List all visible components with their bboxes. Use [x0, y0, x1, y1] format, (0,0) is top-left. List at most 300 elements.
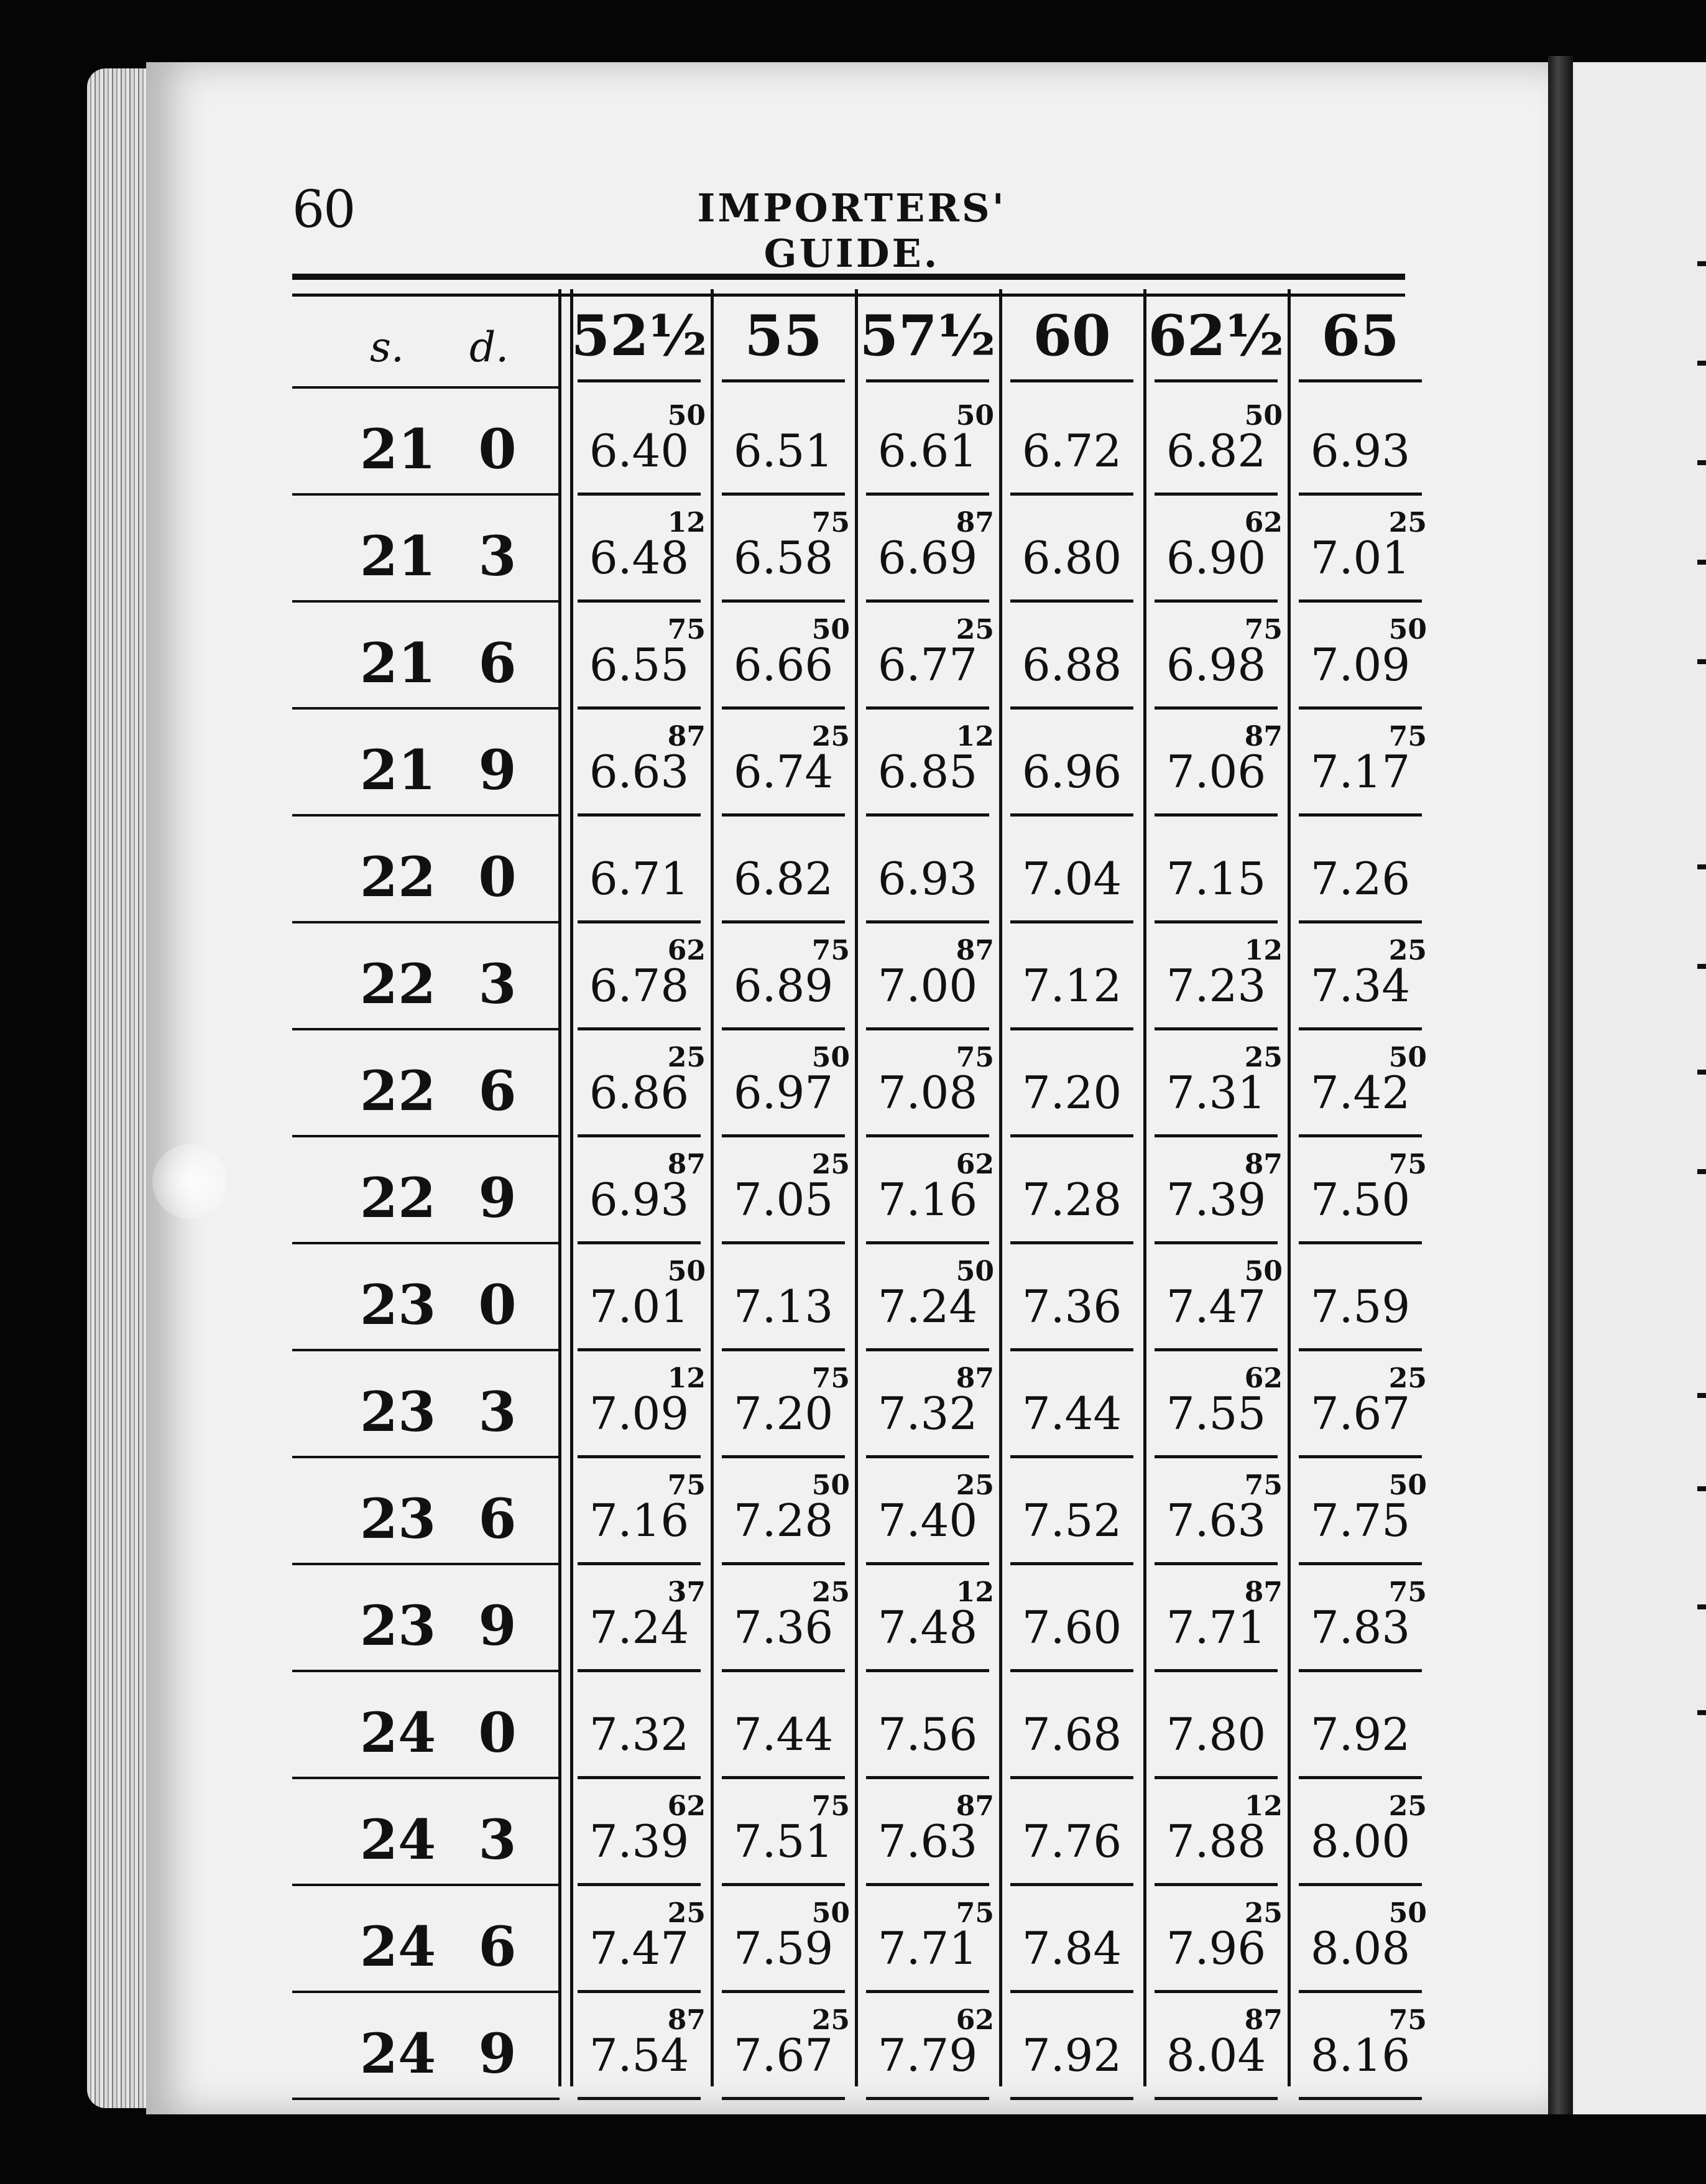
value-cell [1002, 1244, 1142, 1351]
value-cell [569, 603, 709, 710]
fraction-superscript: 25 [667, 1897, 706, 1929]
fraction-superscript: 87 [1244, 721, 1283, 752]
table-row [292, 603, 1427, 710]
fraction-superscript: 75 [1388, 1149, 1427, 1180]
dollar-value: 7.17 [1310, 746, 1411, 798]
pence-cell: 6 [478, 1486, 517, 1551]
dollar-value: 7.13 [733, 1280, 834, 1333]
dollar-value: 7.96 [1166, 1922, 1266, 1974]
dollar-value: 6.97 [733, 1067, 834, 1119]
value-cell [1290, 1886, 1431, 1993]
fraction-superscript: 75 [1388, 721, 1427, 752]
fraction-superscript: 87 [956, 1790, 994, 1822]
fraction-superscript: 37 [667, 1576, 706, 1608]
table-row [292, 496, 1427, 603]
fraction-superscript: 62 [667, 935, 706, 966]
value-cell [1002, 1779, 1142, 1886]
dollar-value: 6.96 [1021, 746, 1122, 798]
fraction-superscript: 50 [811, 614, 850, 645]
dollar-value: 7.63 [877, 1815, 978, 1867]
value-cell [713, 1779, 854, 1886]
dollar-value: 6.77 [877, 639, 978, 691]
pence-cell: 6 [478, 1914, 517, 1979]
value-cell [569, 1351, 709, 1458]
fraction-superscript: 25 [811, 721, 850, 752]
fraction-superscript: 50 [811, 1469, 850, 1501]
fraction-superscript: 12 [1244, 1790, 1283, 1822]
dollar-value: 7.44 [733, 1708, 834, 1761]
fraction-superscript: 50 [1388, 1469, 1427, 1501]
value-cell [713, 389, 854, 496]
value-cell [1146, 1244, 1286, 1351]
dollar-value: 7.55 [1166, 1387, 1266, 1440]
fraction-superscript: 50 [1388, 1042, 1427, 1073]
dollar-value: 7.83 [1310, 1601, 1411, 1654]
value-cell [569, 1993, 709, 2100]
fraction-superscript: 25 [811, 1576, 850, 1608]
dollar-value: 6.82 [1166, 425, 1266, 477]
cell-underline [1010, 2097, 1133, 2100]
dollar-value: 7.67 [1310, 1387, 1411, 1440]
cell-underline [1155, 2097, 1278, 2100]
value-cell [713, 1351, 854, 1458]
fraction-superscript: 25 [811, 2004, 850, 2036]
value-cell [569, 1565, 709, 1672]
dollar-value: 6.78 [589, 960, 689, 1012]
dollar-value: 7.09 [589, 1387, 689, 1440]
dollar-value: 7.01 [589, 1280, 689, 1333]
dollar-value: 7.12 [1021, 960, 1122, 1012]
shillings-cell: 24 [359, 1700, 436, 1765]
dollar-value: 7.54 [589, 2029, 689, 2081]
dollar-value: 7.60 [1021, 1601, 1122, 1654]
table-row [292, 1137, 1427, 1244]
value-cell [1002, 710, 1142, 817]
value-cell [857, 603, 998, 710]
dollar-value: 6.82 [733, 853, 834, 905]
dollar-value: 6.85 [877, 746, 978, 798]
table-row [292, 1993, 1427, 2100]
fraction-superscript: 87 [956, 935, 994, 966]
dollar-value: 7.71 [1166, 1601, 1266, 1654]
value-cell [713, 1030, 854, 1137]
dollar-value: 7.26 [1310, 853, 1411, 905]
dollar-value: 6.58 [733, 532, 834, 584]
value-cell [713, 1137, 854, 1244]
value-cell [569, 710, 709, 817]
value-cell [569, 1886, 709, 1993]
page-number: 60 [292, 180, 355, 239]
dollar-value: 7.79 [877, 2029, 978, 2081]
dollar-value: 7.68 [1021, 1708, 1122, 1761]
value-cell [1290, 1779, 1431, 1886]
dollar-value: 7.32 [589, 1708, 689, 1761]
dollar-value: 7.56 [877, 1708, 978, 1761]
value-cell [569, 389, 709, 496]
value-cell [857, 710, 998, 817]
dollar-value: 6.48 [589, 532, 689, 584]
fraction-superscript: 50 [1244, 1256, 1283, 1287]
dollar-value: 7.05 [733, 1173, 834, 1226]
dollar-value: 6.93 [589, 1173, 689, 1226]
value-cell [569, 1030, 709, 1137]
table-row [292, 1351, 1427, 1458]
shillings-cell: 22 [359, 844, 436, 909]
fraction-superscript: 75 [1244, 1469, 1283, 1501]
column-header-underline [1010, 379, 1133, 382]
value-cell [857, 1137, 998, 1244]
cell-underline [866, 2097, 989, 2100]
pence-cell: 0 [478, 417, 517, 481]
dollar-value: 8.16 [1310, 2029, 1411, 2081]
value-cell [1146, 1565, 1286, 1672]
fraction-superscript: 12 [667, 507, 706, 539]
fraction-superscript: 75 [811, 935, 850, 966]
fraction-superscript: 12 [956, 721, 994, 752]
fraction-superscript: 25 [1388, 1790, 1427, 1822]
value-cell [569, 1137, 709, 1244]
value-cell [569, 1672, 709, 1779]
fraction-superscript: 50 [956, 1256, 994, 1287]
dollar-value: 6.90 [1166, 532, 1266, 584]
value-cell [713, 923, 854, 1030]
dollar-value: 7.47 [1166, 1280, 1266, 1333]
dollar-value: 7.47 [589, 1922, 689, 1974]
value-cell [1290, 1993, 1431, 2100]
value-cell [1002, 1137, 1142, 1244]
dollar-value: 7.28 [733, 1494, 834, 1547]
table-row [292, 923, 1427, 1030]
dollar-value: 7.23 [1166, 960, 1266, 1012]
value-cell [857, 1351, 998, 1458]
value-cell [857, 1565, 998, 1672]
column-header: 60 [1002, 289, 1142, 389]
dollar-value: 7.36 [1021, 1280, 1122, 1333]
fraction-superscript: 25 [956, 1469, 994, 1501]
dollar-value: 7.44 [1021, 1387, 1122, 1440]
value-cell [1290, 1351, 1431, 1458]
dollar-value: 7.75 [1310, 1494, 1411, 1547]
header-shillings: s. [370, 323, 404, 371]
pence-cell: 3 [478, 1807, 517, 1872]
dollar-value: 8.00 [1310, 1815, 1411, 1867]
shillings-cell: 24 [359, 2021, 436, 2086]
value-cell [713, 710, 854, 817]
light-glare [152, 1144, 227, 1219]
fraction-superscript: 50 [811, 1042, 850, 1073]
dollar-value: 7.34 [1310, 960, 1411, 1012]
column-header: 55 [713, 289, 854, 389]
fraction-superscript: 75 [811, 1363, 850, 1394]
fraction-superscript: 50 [811, 1897, 850, 1929]
dollar-value: 6.61 [877, 425, 978, 477]
fraction-superscript: 62 [956, 2004, 994, 2036]
cell-underline [722, 2097, 845, 2100]
shillings-cell: 22 [359, 1058, 436, 1123]
fraction-superscript: 50 [1244, 400, 1283, 432]
value-cell [857, 1993, 998, 2100]
value-cell [857, 1779, 998, 1886]
dollar-value: 7.20 [733, 1387, 834, 1440]
dollar-value: 7.40 [877, 1494, 978, 1547]
dollar-value: 7.71 [877, 1922, 978, 1974]
value-cell [1002, 1886, 1142, 1993]
fraction-superscript: 62 [956, 1149, 994, 1180]
table-row [292, 1886, 1427, 1993]
value-cell [857, 817, 998, 923]
column-header: 57½ [857, 289, 998, 389]
value-cell [1002, 1993, 1142, 2100]
fraction-superscript: 12 [956, 1576, 994, 1608]
dollar-value: 7.51 [733, 1815, 834, 1867]
value-cell [569, 496, 709, 603]
value-cell [1290, 603, 1431, 710]
dollar-value: 7.63 [1166, 1494, 1266, 1547]
value-cell [1146, 496, 1286, 603]
dollar-value: 6.63 [589, 746, 689, 798]
value-cell [1002, 923, 1142, 1030]
column-header-underline [578, 379, 701, 382]
pence-cell: 3 [478, 951, 517, 1016]
value-cell [1146, 817, 1286, 923]
dollar-value: 7.80 [1166, 1708, 1266, 1761]
dollar-value: 7.20 [1021, 1067, 1122, 1119]
pence-cell: 9 [478, 738, 517, 802]
dollar-value: 7.16 [589, 1494, 689, 1547]
header-pence: d. [469, 323, 509, 371]
fraction-superscript: 87 [1244, 2004, 1283, 2036]
fraction-superscript: 87 [667, 1149, 706, 1180]
dollar-value: 6.74 [733, 746, 834, 798]
fraction-superscript: 87 [667, 2004, 706, 2036]
value-cell [713, 1244, 854, 1351]
fraction-superscript: 75 [956, 1042, 994, 1073]
value-cell [857, 1030, 998, 1137]
table-row [292, 1458, 1427, 1565]
column-header-underline [1299, 379, 1422, 382]
dollar-value: 7.48 [877, 1601, 978, 1654]
fraction-superscript: 87 [1244, 1576, 1283, 1608]
table-row [292, 389, 1411, 496]
fraction-superscript: 25 [1388, 507, 1427, 539]
value-cell [1002, 1030, 1142, 1137]
fraction-superscript: 75 [956, 1897, 994, 1929]
pence-cell: 9 [478, 1165, 517, 1230]
fraction-superscript: 25 [1244, 1897, 1283, 1929]
column-header-underline [722, 379, 845, 382]
value-cell [713, 1993, 854, 2100]
fraction-superscript: 50 [667, 400, 706, 432]
dollar-value: 7.08 [877, 1067, 978, 1119]
value-cell [1002, 389, 1142, 496]
fraction-superscript: 75 [811, 507, 850, 539]
value-cell [1290, 817, 1431, 923]
shillings-cell: 21 [359, 417, 436, 481]
value-cell [569, 1779, 709, 1886]
fraction-superscript: 87 [667, 721, 706, 752]
value-cell [857, 1672, 998, 1779]
shillings-cell: 24 [359, 1914, 436, 1979]
value-cell [1146, 1030, 1286, 1137]
value-cell [713, 496, 854, 603]
cell-underline [1299, 2097, 1422, 2100]
dollar-value: 7.67 [733, 2029, 834, 2081]
dollar-value: 7.76 [1021, 1815, 1122, 1867]
dollar-value: 6.71 [589, 853, 689, 905]
dollar-value: 7.28 [1021, 1173, 1122, 1226]
fraction-superscript: 75 [1244, 614, 1283, 645]
table-row [292, 1030, 1427, 1137]
dollar-value: 8.08 [1310, 1922, 1411, 1974]
value-cell [1146, 923, 1286, 1030]
column-header: 52½ [569, 289, 709, 389]
dollar-value: 7.59 [733, 1922, 834, 1974]
value-cell [1002, 1351, 1142, 1458]
value-cell [1146, 710, 1286, 817]
book-gutter [1548, 56, 1573, 2114]
running-head: IMPORTERS' GUIDE. [697, 185, 1007, 276]
conversion-table [292, 289, 1427, 2093]
value-cell [857, 1458, 998, 1565]
dollar-value: 7.50 [1310, 1173, 1411, 1226]
dollar-value: 6.98 [1166, 639, 1266, 691]
facing-page-edge [1573, 62, 1706, 2114]
fraction-superscript: 12 [667, 1363, 706, 1394]
fraction-superscript: 25 [1388, 935, 1427, 966]
dollar-value: 7.15 [1166, 853, 1266, 905]
fraction-superscript: 25 [956, 614, 994, 645]
column-header: 62½ [1146, 289, 1286, 389]
value-cell [1002, 603, 1142, 710]
value-cell [1002, 1672, 1142, 1779]
fraction-superscript: 87 [956, 507, 994, 539]
dollar-value: 6.80 [1021, 532, 1122, 584]
dollar-value: 7.84 [1021, 1922, 1122, 1974]
column-header: 65 [1290, 289, 1431, 389]
table-row [292, 1565, 1427, 1672]
dollar-value: 7.24 [877, 1280, 978, 1333]
dollar-value: 7.39 [1166, 1173, 1266, 1226]
value-cell [713, 603, 854, 710]
dollar-value: 6.66 [733, 639, 834, 691]
value-cell [713, 817, 854, 923]
fraction-superscript: 50 [667, 1256, 706, 1287]
value-cell [1290, 496, 1431, 603]
dollar-value: 6.93 [1310, 425, 1411, 477]
value-cell [1290, 1458, 1431, 1565]
dollar-value: 7.31 [1166, 1067, 1266, 1119]
table-row [292, 817, 1411, 923]
dollar-value: 6.89 [733, 960, 834, 1012]
table-row [292, 1244, 1411, 1351]
value-cell [1002, 817, 1142, 923]
pence-cell: 0 [478, 1700, 517, 1765]
fraction-superscript: 87 [1244, 1149, 1283, 1180]
fraction-superscript: 75 [1388, 2004, 1427, 2036]
fraction-superscript: 50 [1388, 1897, 1427, 1929]
shillings-cell: 23 [359, 1379, 436, 1444]
dollar-value: 6.69 [877, 532, 978, 584]
dollar-value: 7.04 [1021, 853, 1122, 905]
dollar-value: 6.51 [733, 425, 834, 477]
value-cell [1146, 1458, 1286, 1565]
fraction-superscript: 50 [1388, 614, 1427, 645]
shillings-cell: 23 [359, 1486, 436, 1551]
value-cell [1290, 710, 1431, 817]
pence-cell: 6 [478, 1058, 517, 1123]
value-cell [569, 923, 709, 1030]
dollar-value: 6.40 [589, 425, 689, 477]
value-cell [1002, 1458, 1142, 1565]
value-cell [857, 923, 998, 1030]
shillings-cell: 24 [359, 1807, 436, 1872]
shillings-cell: 22 [359, 1165, 436, 1230]
fraction-superscript: 75 [667, 1469, 706, 1501]
value-cell [1146, 603, 1286, 710]
dollar-value: 7.06 [1166, 746, 1266, 798]
fraction-superscript: 87 [956, 1363, 994, 1394]
dollar-value: 7.32 [877, 1387, 978, 1440]
shillings-cell: 21 [359, 738, 436, 802]
column-header-underline [866, 379, 989, 382]
fraction-superscript: 25 [1388, 1363, 1427, 1394]
fraction-superscript: 50 [956, 400, 994, 432]
value-cell [1290, 1244, 1431, 1351]
value-cell [1146, 1351, 1286, 1458]
shillings-cell: 21 [359, 631, 436, 695]
fraction-superscript: 75 [811, 1790, 850, 1822]
dollar-value: 6.86 [589, 1067, 689, 1119]
table-row [292, 710, 1427, 817]
value-cell [857, 1886, 998, 1993]
dollar-value: 7.09 [1310, 639, 1411, 691]
value-cell [1146, 1137, 1286, 1244]
value-cell [713, 1458, 854, 1565]
fraction-superscript: 25 [667, 1042, 706, 1073]
value-cell [1146, 1672, 1286, 1779]
fraction-superscript: 25 [1244, 1042, 1283, 1073]
value-cell [1290, 923, 1431, 1030]
value-cell [1290, 1672, 1431, 1779]
pence-cell: 6 [478, 631, 517, 695]
dollar-value: 6.88 [1021, 639, 1122, 691]
row-rule [292, 2098, 560, 2100]
dollar-value: 8.04 [1166, 2029, 1266, 2081]
value-cell [1290, 389, 1431, 496]
dollar-value: 7.16 [877, 1173, 978, 1226]
fraction-superscript: 75 [1388, 1576, 1427, 1608]
pence-cell: 3 [478, 1379, 517, 1444]
column-header-underline [1155, 379, 1278, 382]
dollar-value: 7.88 [1166, 1815, 1266, 1867]
pence-cell: 9 [478, 1593, 517, 1658]
value-cell [857, 1244, 998, 1351]
table-row [292, 1672, 1411, 1779]
dollar-value: 7.36 [733, 1601, 834, 1654]
header-sd [292, 289, 560, 389]
value-cell [857, 389, 998, 496]
value-cell [857, 496, 998, 603]
table-row [292, 1779, 1427, 1886]
pence-cell: 0 [478, 1272, 517, 1337]
fraction-superscript: 62 [1244, 507, 1283, 539]
fraction-superscript: 75 [667, 614, 706, 645]
pence-cell: 3 [478, 524, 517, 588]
dollar-value: 7.59 [1310, 1280, 1411, 1333]
value-cell [1146, 1779, 1286, 1886]
fraction-superscript: 62 [1244, 1363, 1283, 1394]
dollar-value: 7.39 [589, 1815, 689, 1867]
